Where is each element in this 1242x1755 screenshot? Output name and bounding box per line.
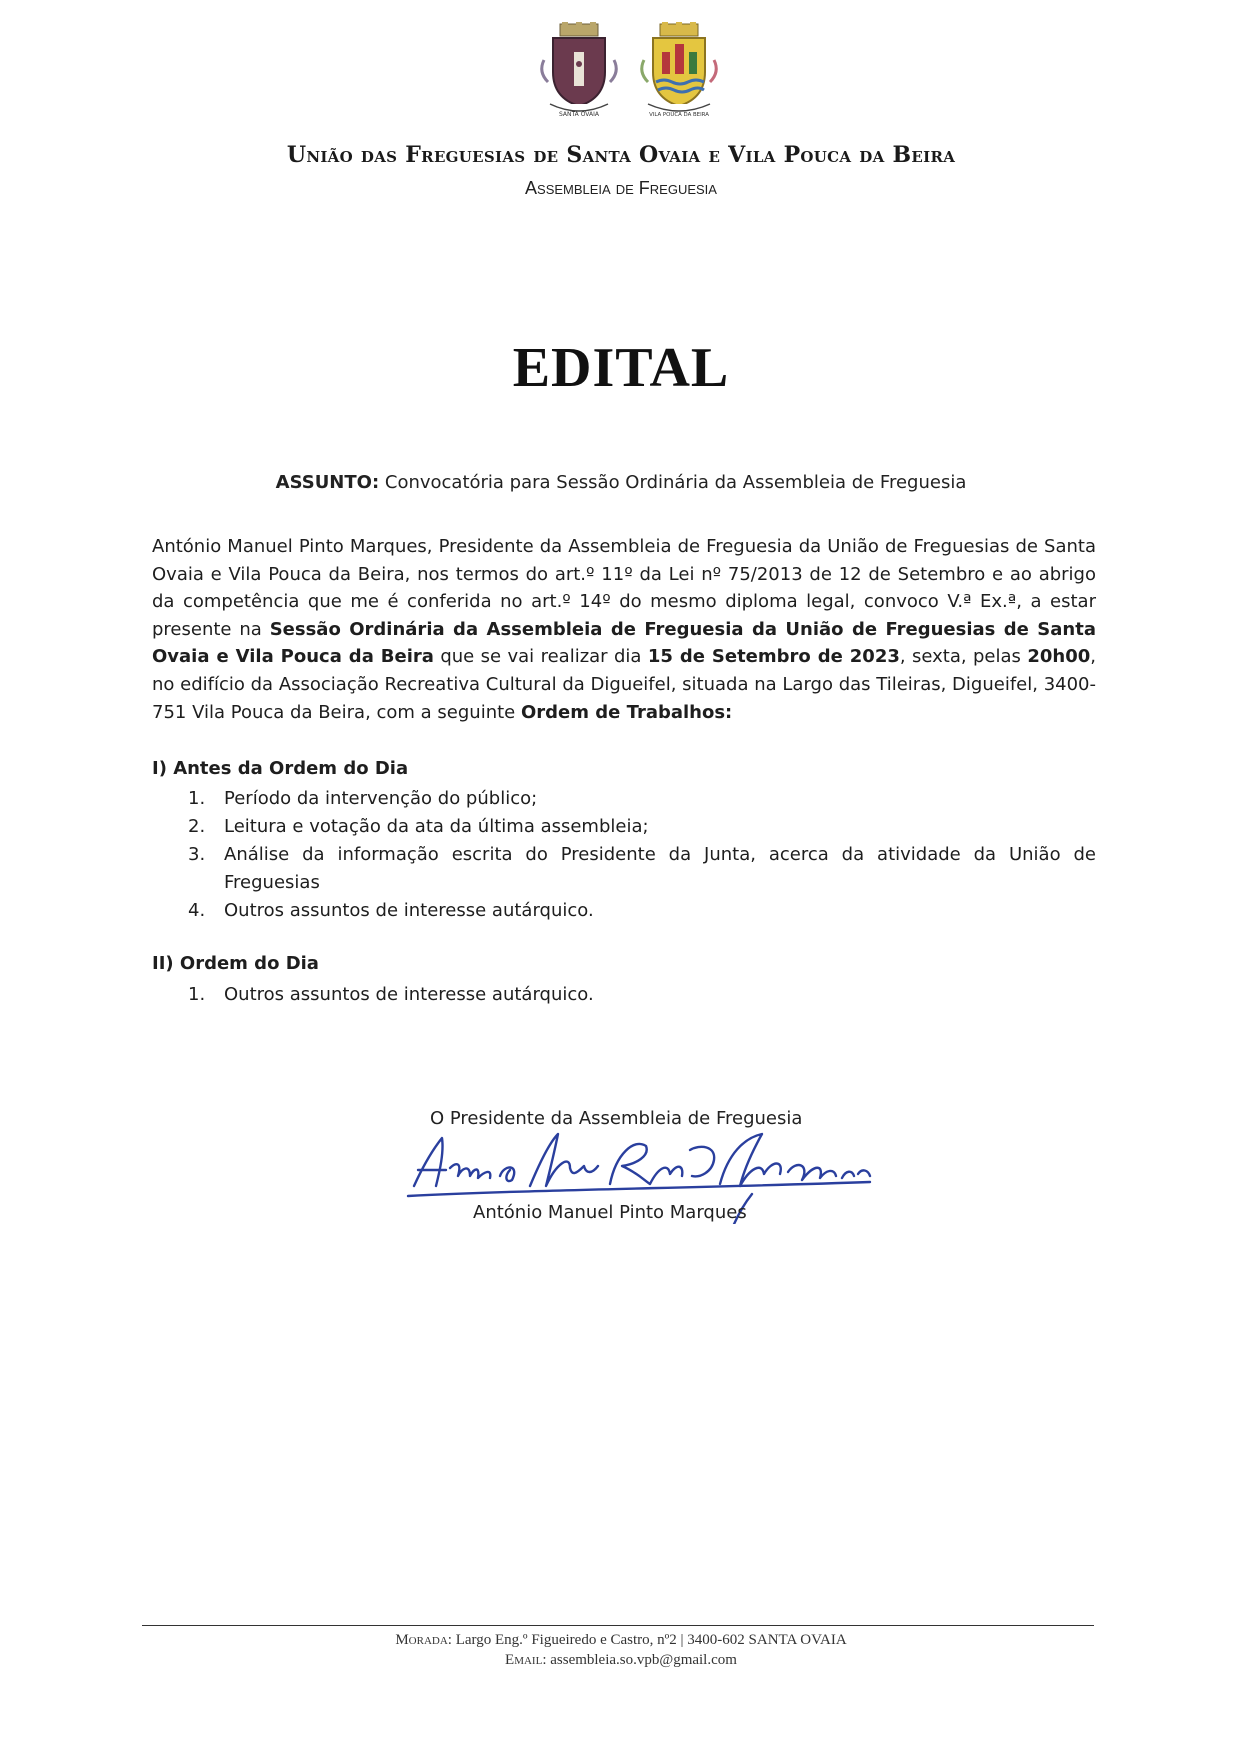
- signature-title: O Presidente da Assembleia de Freguesia: [430, 1108, 803, 1129]
- signatory-name: António Manuel Pinto Marques: [473, 1202, 747, 1223]
- list-item: [152, 785, 1096, 813]
- section-2-list: [152, 981, 1096, 1009]
- section-1-list: [152, 785, 1096, 925]
- body-bold-date: 15 de Setembro de 2023: [647, 646, 900, 668]
- list-item: [152, 981, 1096, 1009]
- crest-right-caption: VILA POUCA DA BEIRA: [649, 112, 709, 118]
- list-item-number: 4.: [188, 900, 206, 921]
- list-item: [152, 897, 1096, 925]
- vila-pouca-crest-icon: [636, 22, 722, 122]
- santa-ovaia-crest-icon: [536, 22, 622, 122]
- body-text-4: , no edifício da Associação Recreativa Cultural da Digueifel, situada na Largo das Tileiras, Digueifel, 3400-751 Vila Pouca da Beira, com a seguinte: [152, 646, 1096, 723]
- list-item-text: Análise da informação escrita do Presidente da Junta, acerca da atividade da União de Freguesias: [224, 844, 1096, 893]
- body-bold-session: Sessão Ordinária da Assembleia de Freguesia da União de Freguesias de Santa Ovaia e Vila Pouca da Beira: [152, 618, 1096, 668]
- subject-label: ASSUNTO:: [275, 472, 380, 493]
- body-bold-time: 20h00: [1027, 646, 1091, 668]
- organization-name: União das Freguesias de Santa Ovaia e Vila Pouca da Beira: [286, 142, 956, 168]
- list-item-number: 1.: [188, 788, 206, 809]
- body-text-1: António Manuel Pinto Marques, Presidente da Assembleia de Freguesia da União de Freguesias de Santa Ovaia e Vila Pouca da Beira, nos termos do art.º 11º da Lei nº 75/2013 de 12 de Setembro e ao abrigo da competência que me é conferida no art.º 14º do mesmo diploma legal, convoco V.ª Ex.ª, a estar presente na: [152, 536, 1096, 640]
- crest-left-caption: SANTA OVAIA: [558, 111, 600, 118]
- subject-text: Convocatória para Sessão Ordinária da Assembleia de Freguesia: [379, 472, 967, 493]
- list-item-number: 2.: [188, 816, 206, 837]
- document-title: EDITAL: [512, 337, 730, 399]
- list-item: [152, 841, 1096, 897]
- body-text-2: que se vai realizar dia: [433, 646, 648, 668]
- footer-address: [0, 1632, 1242, 1649]
- list-item-number: 1.: [188, 984, 206, 1005]
- organization-subtitle: Assembleia de Freguesia: [525, 178, 717, 198]
- footer-address-label: Morada:: [395, 1632, 452, 1648]
- section-2-heading: II) Ordem do Dia: [152, 953, 319, 974]
- footer-email-label: Email:: [505, 1652, 547, 1668]
- body-text-3: , sexta, pelas: [899, 646, 1028, 668]
- list-item-text: Período da intervenção do público;: [224, 788, 538, 809]
- list-item-text: Outros assuntos de interesse autárquico.: [224, 984, 594, 1005]
- list-item: [152, 813, 1096, 841]
- footer-email: [0, 1652, 1242, 1669]
- footer-divider: [142, 1625, 1094, 1626]
- body-bold-agenda: Ordem de Trabalhos:: [520, 701, 733, 723]
- body-paragraph: [152, 533, 1096, 726]
- list-item-text: Leitura e votação da ata da última assembleia;: [224, 816, 649, 837]
- footer-address-text: Largo Eng.º Figueiredo e Castro, nº2 | 3400-602 SANTA OVAIA: [451, 1632, 847, 1648]
- list-item-number: 3.: [188, 844, 206, 865]
- section-1-heading: I) Antes da Ordem do Dia: [152, 758, 409, 779]
- subject-line: [0, 472, 1242, 493]
- list-item-text: Outros assuntos de interesse autárquico.: [224, 900, 594, 921]
- footer-email-text: assembleia.so.vpb@gmail.com: [546, 1652, 737, 1668]
- header-crests: [0, 22, 1242, 122]
